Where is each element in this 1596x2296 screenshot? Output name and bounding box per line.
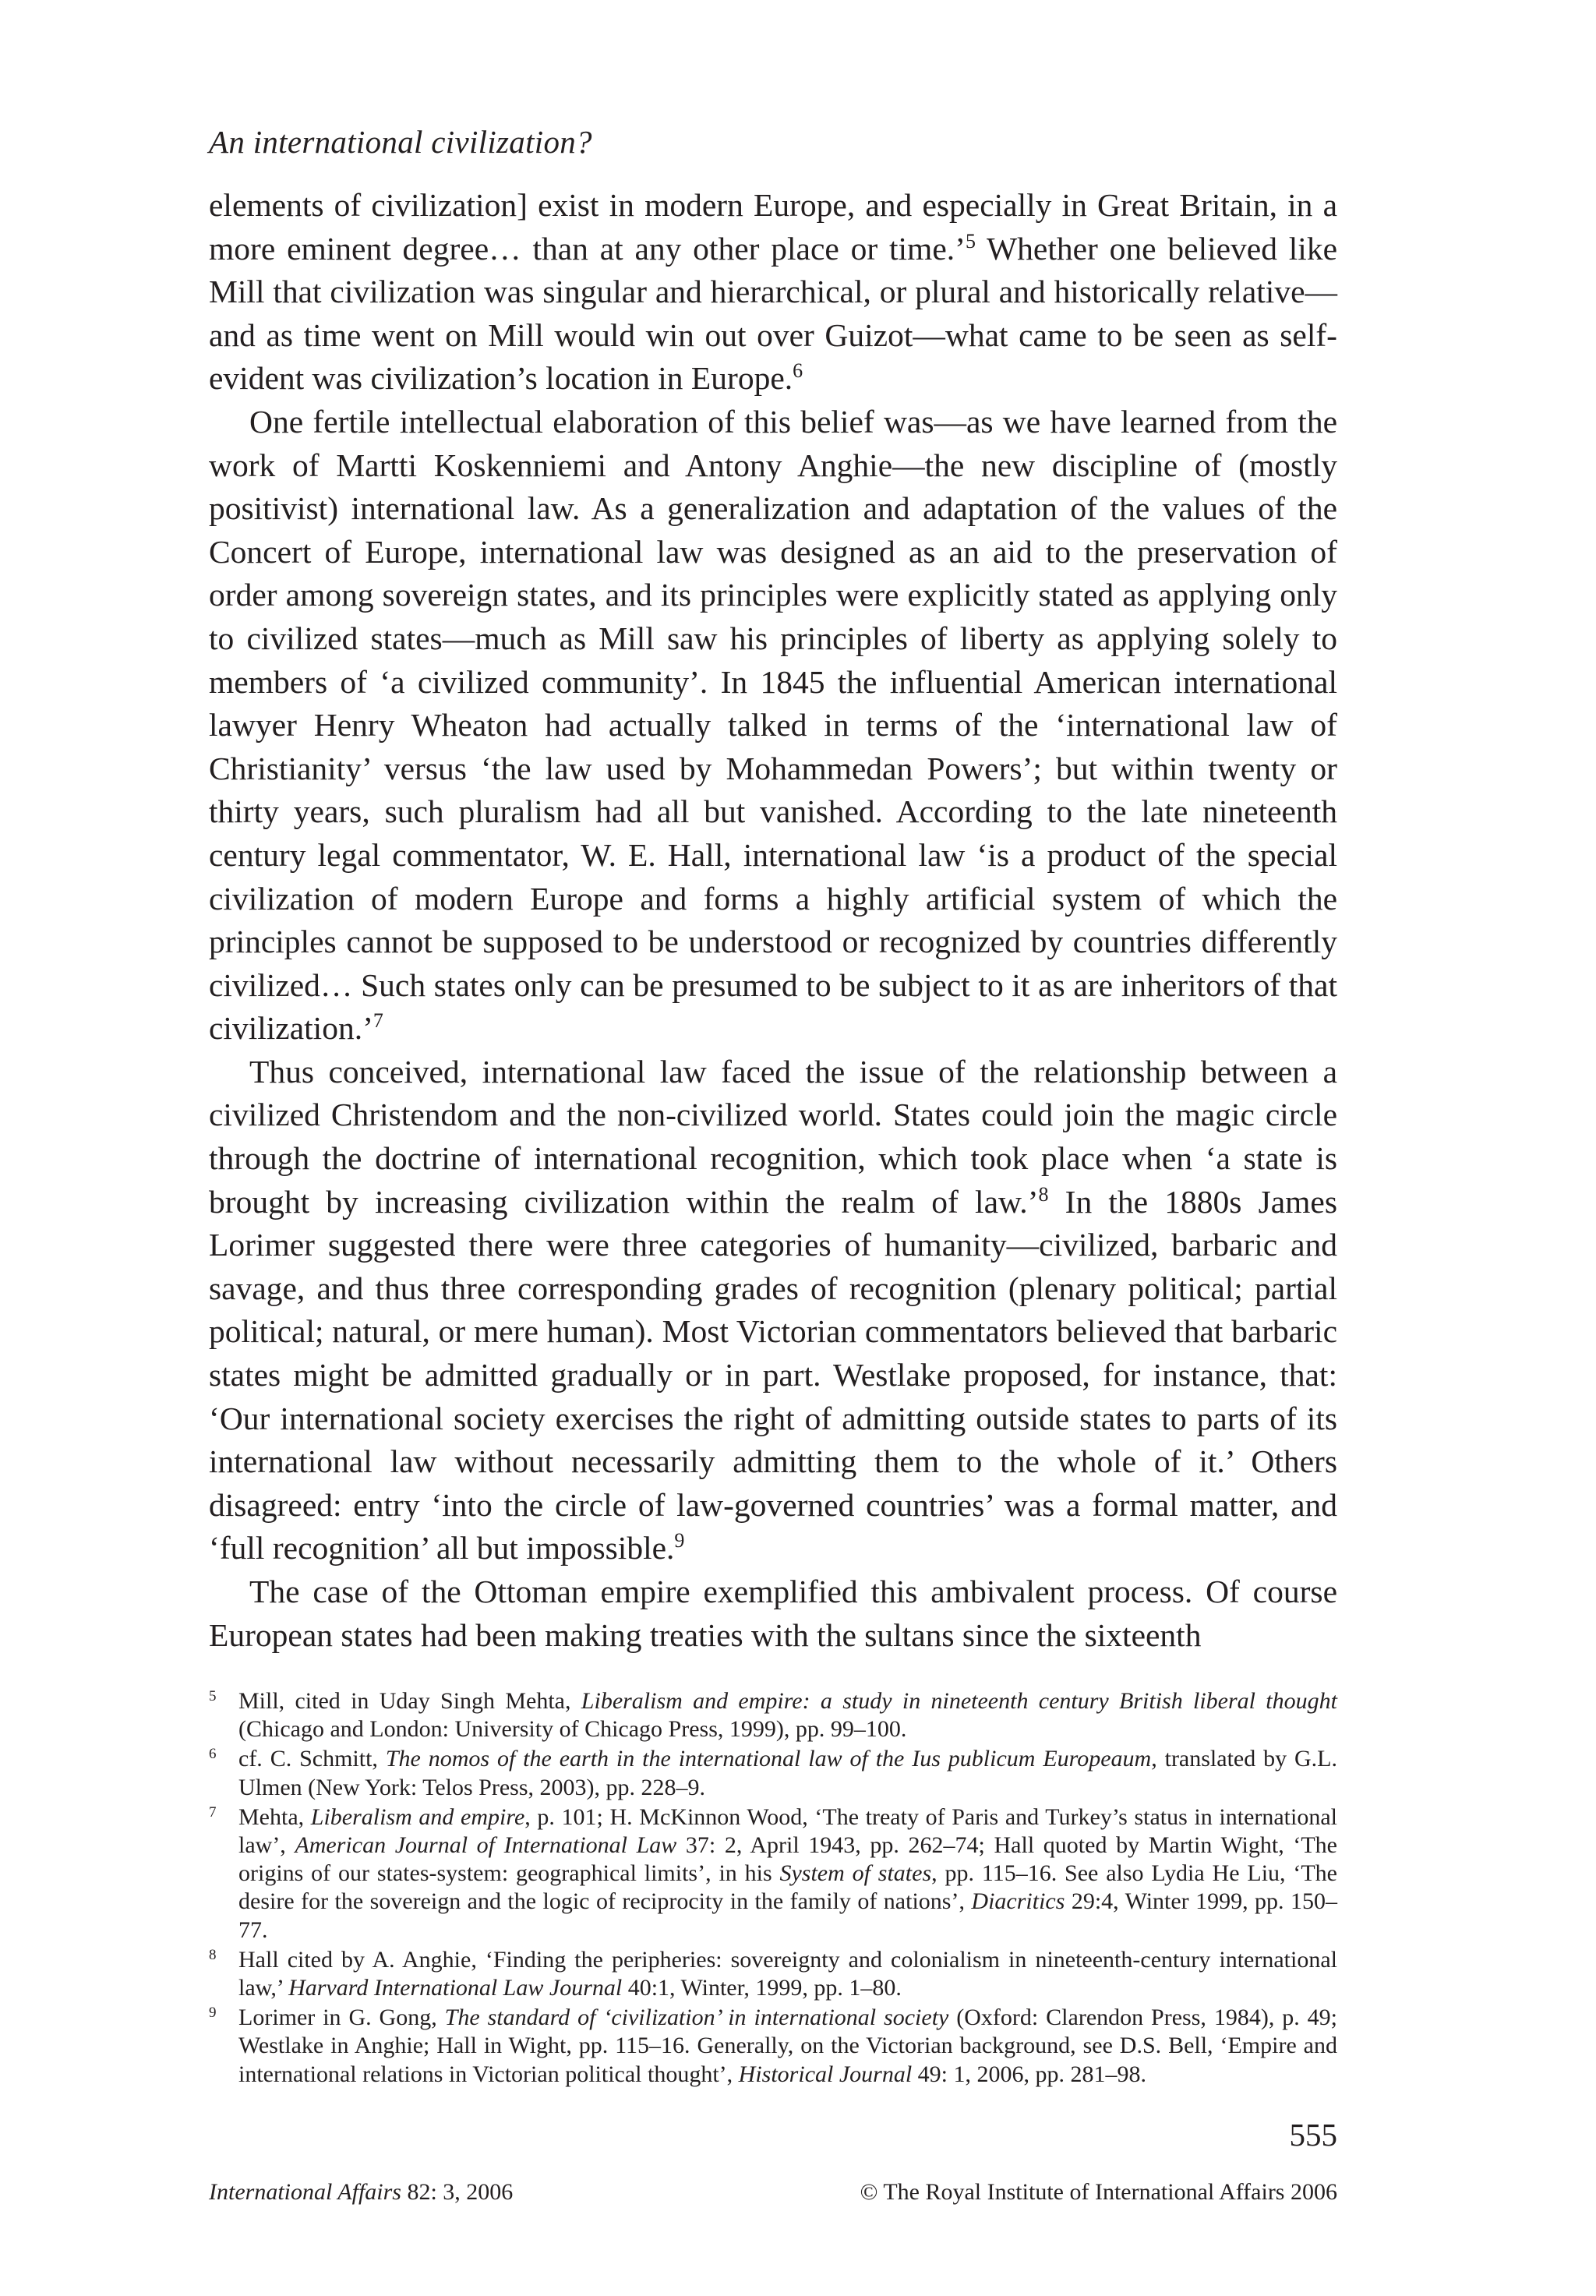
footnote [209,1946,1337,2002]
footnote-text: , p. 101; H. McKinnon Wood, ‘The treaty of Paris and Turkey’s status in international law’, [238,1803,1338,1859]
body-paragraph [209,1051,1337,1570]
footnote-title: American Journal of International Law [295,1832,677,1859]
footnote-title: Liberalism and empire: a study in nineteenth century British liberal thought [581,1688,1337,1714]
footnote-title: The nomos of the earth in the international law of the Ius publicum Europeaum [385,1746,1152,1772]
footer-copyright: © The Royal Institute of International Affairs 2006 [860,2179,1337,2205]
footnote-title: Historical Journal [738,2061,913,2087]
footnote-text: , pp. 115–16. See also Lydia He Liu, ‘The desire for the sovereign and the logic of reciprocity in the family of nations’, [238,1860,1337,1915]
footnote-text: 37: 2, April 1943, pp. 262–74; Hall quoted by Martin Wight, ‘The origins of our states-system: geographical limits’, in his [238,1832,1337,1887]
footnote-text: Lorimer in G. Gong, [238,2005,445,2031]
footnote [209,1687,1337,1743]
body-paragraph [209,401,1337,1051]
footnote-text: Mill, cited in Uday Singh Mehta, [238,1688,581,1714]
footnote-text: Mehta, [238,1803,311,1830]
footnote-title: Liberalism and empire [310,1803,525,1830]
paragraph-text: One fertile intellectual elaboration of this belief was—as we have learned from the work of Martti Koskenniemi and Antony Anghie—the new discipline of (mostly positivist) international law. As a generalization and adaptation of the values of the Concert of Europe, international law was designed as an aid to the preservation of order among sovereign states, and its principles were explicitly stated as applying only to civilized states—much as Mill saw his principles of liberty as applying solely to members of ‘a civilized community’. In 1845 the influential American international lawyer Henry Wheaton had actually talked in terms of the ‘international law of Christianity’ versus ‘the law used by Mohammedan Powers’; but within twenty or thirty years, such pluralism had all but vanished. According to the late nineteenth century legal commentator, W. E. Hall, international law ‘is a product of the special civilization of modern Europe and forms a highly artificial system of which the principles cannot be supposed to be understood or recognized by countries differently civilized… Such states only can be presumed to be subject to it as are inheritors of that civilization.’ [209,403,1337,1047]
footnote-text: 40:1, Winter, 1999, pp. 1–80. [622,1975,902,2001]
paragraph-text: Thus conceived, international law faced the issue of the relationship between a civilized Christendom and the non-civilized world. States could join the magic circle through the doctrine of international recognition, which took place when ‘a state is brought by increasing civilization within the realm of law.’ [209,1053,1337,1220]
body-paragraph [209,1570,1337,1657]
footnote-reference[interactable]: 8 [1038,1182,1049,1206]
footnote-reference[interactable]: 9 [674,1529,685,1552]
footnote-title: Diacritics [971,1888,1065,1915]
paragraph-text: Whether one believed like Mill that civilization was singular and hierarchical, or plural and historically relative—and as time went on Mill would win out over Guizot—what came to be seen as self-evident was civilization’s location in Europe. [209,230,1338,397]
footnote [209,1745,1337,1801]
body-paragraph [209,184,1337,401]
footnote-text: (Chicago and London: University of Chicago Press, 1999), pp. 99–100. [238,1716,907,1743]
body-text [209,184,1337,1657]
footer-journal-issue: 82: 3, 2006 [401,2179,514,2205]
footer-journal-citation [209,2179,513,2206]
footnote-title: Harvard International Law Journal [288,1975,623,2001]
footer-journal-name: International Affairs [209,2179,401,2205]
footnote-title: The standard of ‘civilization’ in international society [444,2005,949,2031]
footnote-reference[interactable]: 7 [373,1009,383,1033]
page-number: 555 [1289,2117,1337,2153]
footnote [209,1803,1337,1945]
footnote-text: 49: 1, 2006, pp. 281–98. [912,2061,1147,2087]
footnote-number: 8 [209,1946,217,1963]
paragraph-text: The case of the Ottoman empire exemplified this ambivalent process. Of course European states had been making treaties with the sultans since the sixteenth [209,1574,1337,1653]
footnote-title: System of states [779,1860,932,1887]
footnote-text: , translated by G.L. Ulmen (New York: Telos Press, 2003), pp. 228–9. [238,1746,1337,1800]
footnote [209,2004,1337,2089]
running-head: An international civilization? [209,124,592,160]
footnote-text: (Oxford: Clarendon Press, 1984), p. 49; Westlake in Anghie; Hall in Wight, pp. 115–16. Generally, on the Victorian background, see D.S. Bell, ‘Empire and international relations in Victorian political thought’, [238,2005,1337,2087]
paragraph-text: In the 1880s James Lorimer suggested there were three categories of humanity—civilized, barbaric and savage, and thus three corresponding grades of recognition (plenary political; partial political; natural, or mere human). Most Victorian commentators believed that barbaric states might be admitted gradually or in part. Westlake proposed, for instance, that: ‘Our international society exercises the right of admitting outside states to parts of its international law without necessarily admitting them to the whole of it.’ Others disagreed: entry ‘into the circle of law-governed countries’ was a formal matter, and ‘full recognition’ all but impossible. [209,1183,1337,1567]
footnote-number: 5 [209,1688,217,1704]
footnotes [209,1687,1337,2090]
footnote-number: 6 [209,1746,217,1763]
footnote-text: cf. C. Schmitt, [238,1746,386,1772]
footnote-number: 9 [209,2005,217,2022]
footnote-text: 29:4, Winter 1999, pp. 150–77. [238,1888,1338,1943]
footnote-reference[interactable]: 6 [793,359,803,383]
paragraph-text: elements of civilization] exist in modern Europe, and especially in Great Britain, in a more eminent degree… than at any other place or time.’ [209,187,1337,267]
footnote-text: Hall cited by A. Anghie, ‘Finding the peripheries: sovereignty and colonialism in nineteenth-century international law,’ [238,1946,1337,2001]
footnote-reference[interactable]: 5 [965,229,976,253]
footnote-number: 7 [209,1803,217,1821]
